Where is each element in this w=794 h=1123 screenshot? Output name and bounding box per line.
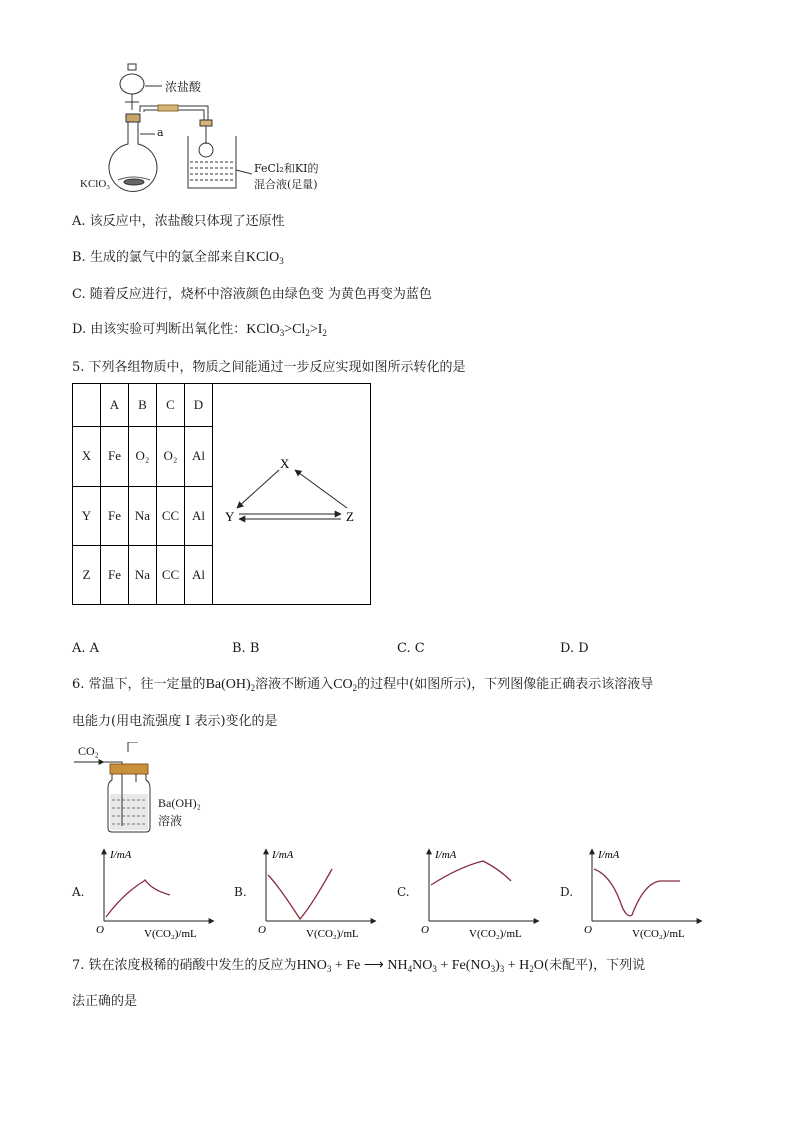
question-text: 的过程中(如图所示)，下列图像能正确表示该溶液导 bbox=[357, 677, 654, 692]
q5-answer-d[interactable]: D. D bbox=[560, 641, 589, 656]
table-cell: Na bbox=[129, 545, 157, 604]
option-text: 生成的氯气中的氯全部来自 bbox=[89, 250, 246, 265]
q5-stem bbox=[72, 359, 466, 377]
q6-stem-line2: 电能力(用电流强度 I 表示)变化的是 bbox=[72, 714, 278, 729]
graph-letter-c: C. bbox=[397, 885, 410, 899]
delivery-tube bbox=[140, 105, 208, 124]
question-number: 6. bbox=[72, 677, 85, 692]
separatory-funnel bbox=[120, 64, 144, 110]
origin-label: O bbox=[584, 924, 592, 936]
table-header-c: C bbox=[157, 384, 185, 427]
option-letter: A. bbox=[72, 214, 86, 229]
option-letter: B. bbox=[72, 250, 86, 265]
question-text: 下列各组物质中，物质之间能通过一步反应实现如图所示转化的是 bbox=[88, 360, 466, 375]
label-kclo3: KClO₃ bbox=[80, 178, 111, 190]
graph-a[interactable] bbox=[94, 845, 239, 940]
option-letter: C. bbox=[72, 287, 86, 302]
label-co2: CO₂ bbox=[78, 744, 99, 758]
table-cell: O₂ bbox=[157, 426, 185, 486]
table-cell: Fe bbox=[101, 426, 129, 486]
q4-option-d[interactable] bbox=[72, 321, 327, 342]
conversion-triangle-diagram bbox=[213, 384, 370, 600]
option-text: 该反应中，浓盐酸只体现了还原性 bbox=[89, 214, 285, 229]
curve-b bbox=[268, 869, 332, 919]
row-label-y: Y bbox=[73, 486, 101, 545]
q7-stem-line2: 法正确的是 bbox=[72, 994, 138, 1009]
q6-graph-options bbox=[72, 845, 732, 940]
formula-co2: $CO_2$ bbox=[333, 677, 358, 693]
table-cell: Fe bbox=[101, 486, 129, 545]
label-a: a bbox=[157, 126, 164, 139]
graph-b[interactable] bbox=[256, 845, 401, 940]
table-row bbox=[73, 384, 371, 427]
q4-option-c[interactable] bbox=[72, 286, 432, 304]
option-text: 随着反应进行，烧杯中溶液颜色由绿色变 为黄色再变为蓝色 bbox=[89, 287, 432, 302]
question-number: 7. bbox=[72, 958, 85, 973]
arrow-x-to-y bbox=[237, 470, 279, 508]
q5-answer-b[interactable]: B. B bbox=[232, 641, 260, 656]
label-mixture-line2: 混合液(足量) bbox=[254, 178, 318, 191]
graph-letter-b: B. bbox=[234, 885, 247, 899]
node-y: Y bbox=[225, 509, 235, 524]
option-text: 由该实验可判断出氧化性： bbox=[90, 322, 247, 337]
table-cell bbox=[73, 384, 101, 427]
round-bottom-flask bbox=[109, 114, 157, 191]
graph-c[interactable] bbox=[419, 845, 564, 940]
label-concentrated-hcl: 浓盐酸 bbox=[165, 80, 202, 94]
table-cell: CC bbox=[157, 545, 185, 604]
axis-label-x: V(CO₂)/mL bbox=[144, 928, 197, 940]
axis-label-y: I/mA bbox=[598, 849, 620, 861]
label-solution: 溶液 bbox=[158, 814, 183, 828]
curve-c bbox=[431, 861, 511, 885]
q5-answer-c[interactable]: C. C bbox=[397, 641, 425, 656]
arrow-z-to-x bbox=[295, 470, 347, 508]
curve-d bbox=[594, 869, 680, 916]
question-text: (未配平)，下列说 bbox=[543, 958, 646, 973]
label-mixture-line1: FeCl₂和KI的 bbox=[254, 162, 319, 175]
graph-d[interactable] bbox=[582, 845, 727, 940]
table-header-a: A bbox=[101, 384, 129, 427]
origin-label: O bbox=[421, 924, 429, 936]
table-cell: O₂ bbox=[129, 426, 157, 486]
conversion-diagram-cell bbox=[213, 384, 371, 605]
axis-label-y: I/mA bbox=[435, 849, 457, 861]
question-number: 5. bbox=[72, 360, 85, 375]
table-header-b: B bbox=[129, 384, 157, 427]
question-text: 常温下，往一定量的 bbox=[88, 677, 206, 692]
node-z: Z bbox=[346, 509, 354, 524]
q6-stem-line1 bbox=[72, 676, 653, 697]
axis-label-x: V(CO₂)/mL bbox=[306, 928, 359, 940]
axis-label-y: I/mA bbox=[110, 849, 132, 861]
table-cell: Al bbox=[185, 486, 213, 545]
table-cell: CC bbox=[157, 486, 185, 545]
node-x: X bbox=[280, 456, 290, 471]
table-header-d: D bbox=[185, 384, 213, 427]
beaker bbox=[188, 120, 252, 188]
reaction-equation: $HNO_3 + Fe$ ⟶ $NH_4NO_3 + Fe(NO_3)_3 + H_2O$ bbox=[296, 958, 544, 974]
q5-answer-a[interactable]: A. A bbox=[72, 641, 100, 656]
row-label-x: X bbox=[73, 426, 101, 486]
axis-label-x: V(CO₂)/mL bbox=[469, 928, 522, 940]
table-cell: Al bbox=[185, 545, 213, 604]
row-label-z: Z bbox=[73, 545, 101, 604]
table-cell: Na bbox=[129, 486, 157, 545]
q4-option-b[interactable] bbox=[72, 249, 284, 270]
graph-letter-d: D. bbox=[560, 885, 574, 899]
graph-letter-a: A. bbox=[72, 885, 85, 899]
option-letter: D. bbox=[72, 322, 87, 337]
table-cell: Al bbox=[185, 426, 213, 486]
question-text: 溶液不断通入 bbox=[255, 677, 334, 692]
axis-label-y: I/mA bbox=[272, 849, 294, 861]
table-cell: Fe bbox=[101, 545, 129, 604]
origin-label: O bbox=[96, 924, 104, 936]
formula-baoh2: $Ba(OH)_2$ bbox=[205, 677, 256, 693]
formula-kclo3: KClO$_3$ bbox=[245, 250, 284, 266]
q4-option-a[interactable] bbox=[72, 213, 285, 231]
axis-label-x: V(CO₂)/mL bbox=[632, 928, 685, 940]
formula-oxidizing-order: $KClO_3>Cl_2>I_2$ bbox=[246, 322, 327, 338]
question-text: 铁在浓度极稀的硝酸中发生的反应为 bbox=[88, 958, 297, 973]
q7-stem-line1 bbox=[72, 957, 645, 978]
q5-options-table bbox=[72, 383, 371, 605]
label-baoh2: Ba(OH)₂ bbox=[158, 796, 201, 810]
curve-a bbox=[106, 880, 170, 917]
origin-label: O bbox=[258, 924, 266, 936]
